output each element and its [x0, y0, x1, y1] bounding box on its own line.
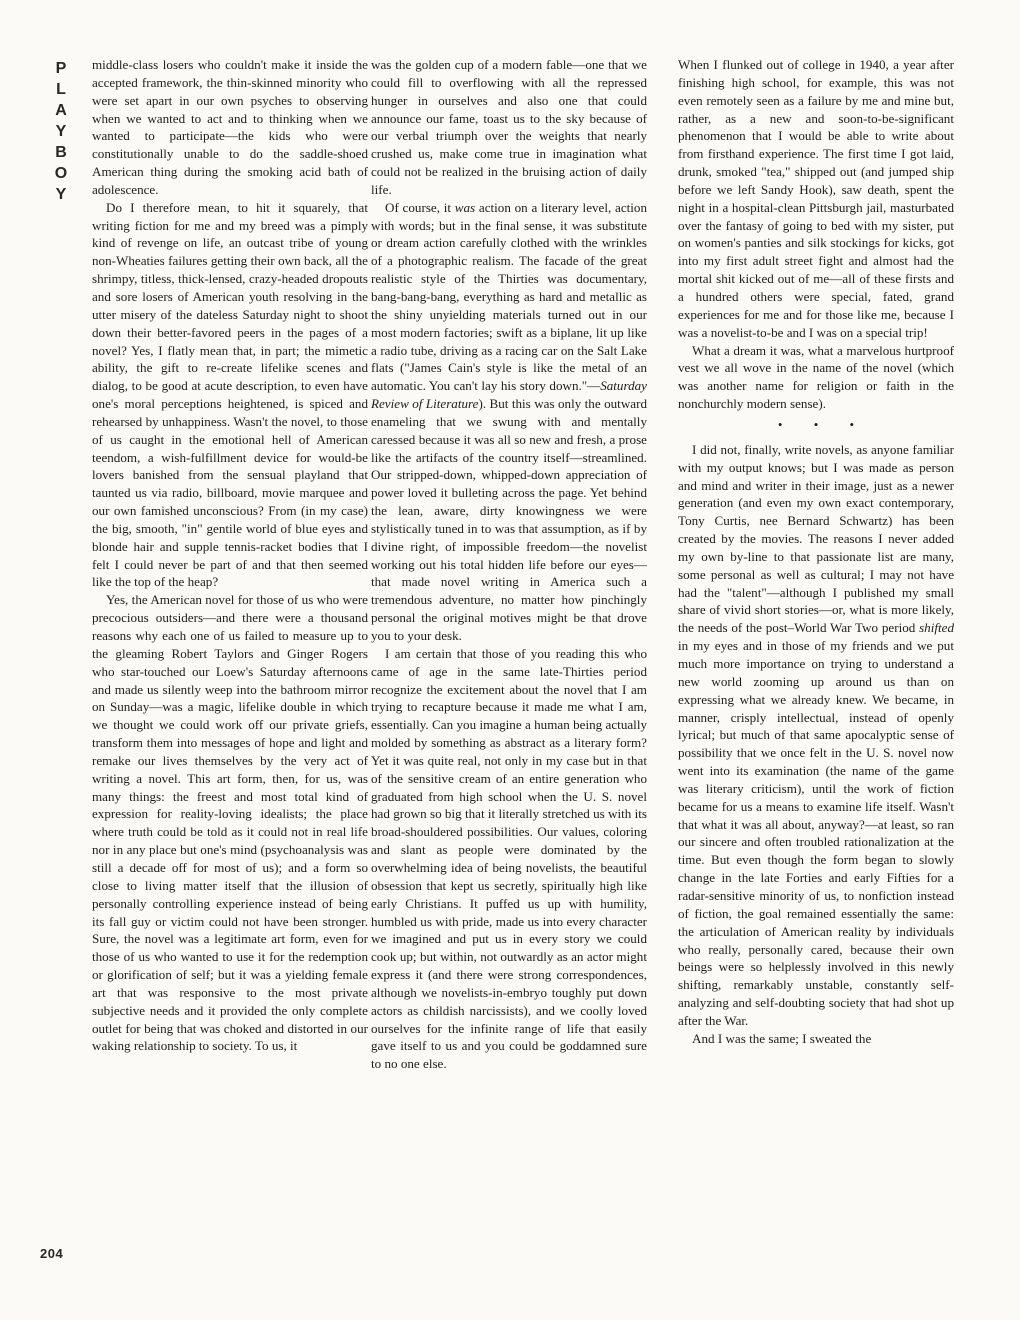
paragraph: Yes, the American novel for those of us who were precocious outsiders—and there were a thousand reasons why each one of us failed to measure up to the gleaming Robert Taylors and Ginger Rogers who star-touched our Loew's Saturday afternoons and made us silently weep into the bathroom mirror on Sunday—was a magic, lifelike double in which we thought we could work off our private griefs, transform them into messages of hope and light and remake our lives themselves by the very act of writing a novel. This art form, then, for us, was many things: the freest and most total kind of expression for reality-loving idealists; the place where truth could be told as it could not in real life nor in any place but one's mind (psychoanalysis was still a decade off for most of us); and a form so close to living matter itself that the illusion of personally controlling experience instead of being its fall guy or victim could not have been stronger. Sure, the novel was a legitimate art form, even for those of us who wanted to use it for the redemption or glorification of self; but it was a yielding female art that was responsive to the most private subjective needs and it provided the only complete outlet for being that was choked and distorted in our waking relationship to society. To us, it: [92, 592, 368, 1054]
text-column-2: [371, 56, 647, 1073]
paragraph: middle-class losers who couldn't make it inside the accepted framework, the thin-skinned minority who were set apart in our own psyches to observing when we wanted to act and to thinking when we wanted to participate—the kids who were constitutionally unable to do the saddle-shoed American thing during the smoking acid bath of adolescence.: [92, 57, 368, 197]
text-run: in my eyes and in those of my friends and we put much more importance on trying to understand a new world zooming up around us than on expressing what we already knew. We became, in manner, crisply intellectual, instead of openly lyrical; but much of that same apocalyptic sense of possibility that we once felt in the U. S. novel now went into its examination (the name of the game was literary criticism), until the work of fiction became for us a means to examine life itself. Wasn't that what it was all about, anyway?—at least, so ran our sincere and often troubled rationalization at the time. But even though the form began to slowly change in the late Forties and early Fifties for a radar-sensitive minority of us, to nonfiction instead of fiction, the goal remained essentially the same: the articulation of American reality by individuals who really, personally cared, because their own beings were so helplessly involved in this newly shifting, remarkably unstable, constantly self-analyzing and self-doubting society that had shot up after the War.: [678, 638, 954, 1028]
text-run: I did not, finally, write novels, as anyone familiar with my output knows; but I was made as person and mind and writer in their image, just as a newer generation (and even my own exact contemporary, Tony Curtis, nee Bernard Schwartz) has been created by the movies. The reasons I never added my own by-line to that passionate list are many, some personal as well as cultural; I may not have had the "talent"—although I published my small share of vivid short stories—or, what is more likely, the needs of the post–World War Two period: [678, 441, 954, 636]
text-run: action on a literary level, action with words; but in the final sense, it was substitute or dream action carefully clothed with the wrinkles of a photographic realism. The facade of the great realistic style of the Thirties was documentary, bang-bang-bang, everything as hard and metallic as the shiny unyielding materials turned out in our most modern factories; swift as a biplane, lit up like a radio tube, driving as a racing car on the Salt Lake flats ("James Cain's style is like the metal of an automatic. You can't lay his story down."—: [371, 199, 648, 394]
text-run: Of course, it: [385, 199, 455, 215]
paragraph: was the golden cup of a modern fable—one that we could fill to overflowing with all the repressed hunger in ourselves and also one that could announce our fame, toast us to the sky because of our verbal triumph over the weights that nearly crushed us, make come true in imagination what could not be realized in the bruising action of daily life.: [371, 57, 647, 197]
paragraph: [371, 199, 647, 645]
text-column-3: [678, 56, 954, 1048]
section-break: • • •: [777, 416, 869, 432]
masthead-letter: L: [56, 81, 66, 98]
citation: Saturday Review of Literature: [371, 378, 647, 412]
masthead-letter: Y: [55, 186, 67, 203]
paragraph: I am certain that those of you reading this who came of age in the same late-Thirties period recognize the excitement about the novel that I am trying to recapture because it made me what I am, essentially. Can you imagine a human being actually molded by something as abstract as a literary form? Yet it was quite real, not only in my case but in that of the sensitive cream of an entire generation who graduated from high school when the U. S. novel had grown so big that it literally stretched us with its broad-shouldered possibilities. Our values, coloring and slant as people were dominated by the overwhelming idea of being novelists, the beautiful obsession that kept us secretly, spiritually high like early Christians. It puffed us up with humility, humbled us with pride, made us into every character we imagined and put us in every story we could cook up; but within, not outwardly as an actor might express it (and there were strong correspondences, although we novelists-in-embryo toughly put down actors as childish narcissists), and we coolly loved ourselves for the infinite range of life that easily gave itself to us and you could be goddamned sure to no one else.: [371, 645, 647, 1072]
paragraph: Do I therefore mean, to hit it squarely, that writing fiction for me and my breed was a pimply kind of revenge on life, an outcast tribe of young non-Wheaties failures getting their own back, all the shrimpy, titless, thick-lensed, crazy-headed dropouts and sore losers of American youth resolving in the utter misery of the dateless Saturday night to shoot down their better-favored peers in the pages of a novel? Yes, I flatly mean that, in part; the mimetic ability, the gift to re-create lifelike scenes and dialog, to be good at acute description, to even have one's moral perceptions heightened, is spiced and rehearsed by unhappiness. Wasn't the novel, to those of us caught in the emotional hell of American teendom, a wish-fulfillment device for would-be lovers banished from the sensual playland that taunted us via radio, billboard, movie marquee and our own famished unconscious? From (in my case) the big, smooth, "in" gentile world of blue eyes and blonde hair and supple tennis-racket bodies that I felt I could never be part of and that then seemed like the top of the heap?: [92, 199, 368, 590]
emphasis: was: [454, 199, 476, 215]
masthead-letter: O: [54, 165, 68, 182]
text-column-1: [92, 56, 368, 1055]
masthead-letter: A: [55, 102, 67, 119]
paragraph: When I flunked out of college in 1940, a year after finishing high school, for example, this was not even remotely seen as a failure by me and mine but, rather, as a new and soon-to-be-significant phenomenon that I would be able to write about from firsthand experience. The first time I got laid, drunk, smoked "tea," shipped out (and jumped ship before we left Sandy Hook), saw death, spent the night in a hospital-clean Pittsburgh jail, masturbated over the fantasy of going to bed with my sister, put on women's panties and silk stockings for kicks, got into my first adult street fight and almost had the mortal shit kicked out of me—all of these firsts and a hundred others were special, fated, grand experiences for me and for those like me, because I was a novelist-to-be and I was on a special trip!: [678, 57, 954, 340]
magazine-masthead: [50, 58, 72, 205]
masthead-letter: P: [55, 60, 67, 77]
masthead-letter: Y: [55, 123, 67, 140]
page-number: 204: [40, 1246, 64, 1261]
paragraph: What a dream it was, what a marvelous hurtproof vest we all wove in the name of the novel (which was another name for religion or faith in the nonchurchly modern sense).: [678, 342, 954, 412]
masthead-letter: B: [55, 144, 67, 161]
paragraph: [678, 441, 954, 1030]
text-run: ). But this was only the outward enameling that we swung with and mentally caressed because it was all so new and fresh, a prose like the artifacts of the country itself—streamlined. Our stripped-down, whipped-down appreciation of power loved it bulleting across the page. Yet behind the lean, aware, dirty knowingness we were stylistically tuned in to was that assumption, as if by divine right, of impossible freedom—the novelist working out his total hidden life before our eyes—that made novel writing in America such a tremendous adventure, no matter how pinchingly personal the original motives might be that drove you to your desk.: [371, 396, 647, 643]
paragraph: And I was the same; I sweated the: [692, 1030, 872, 1046]
emphasis: shifted: [919, 620, 954, 636]
